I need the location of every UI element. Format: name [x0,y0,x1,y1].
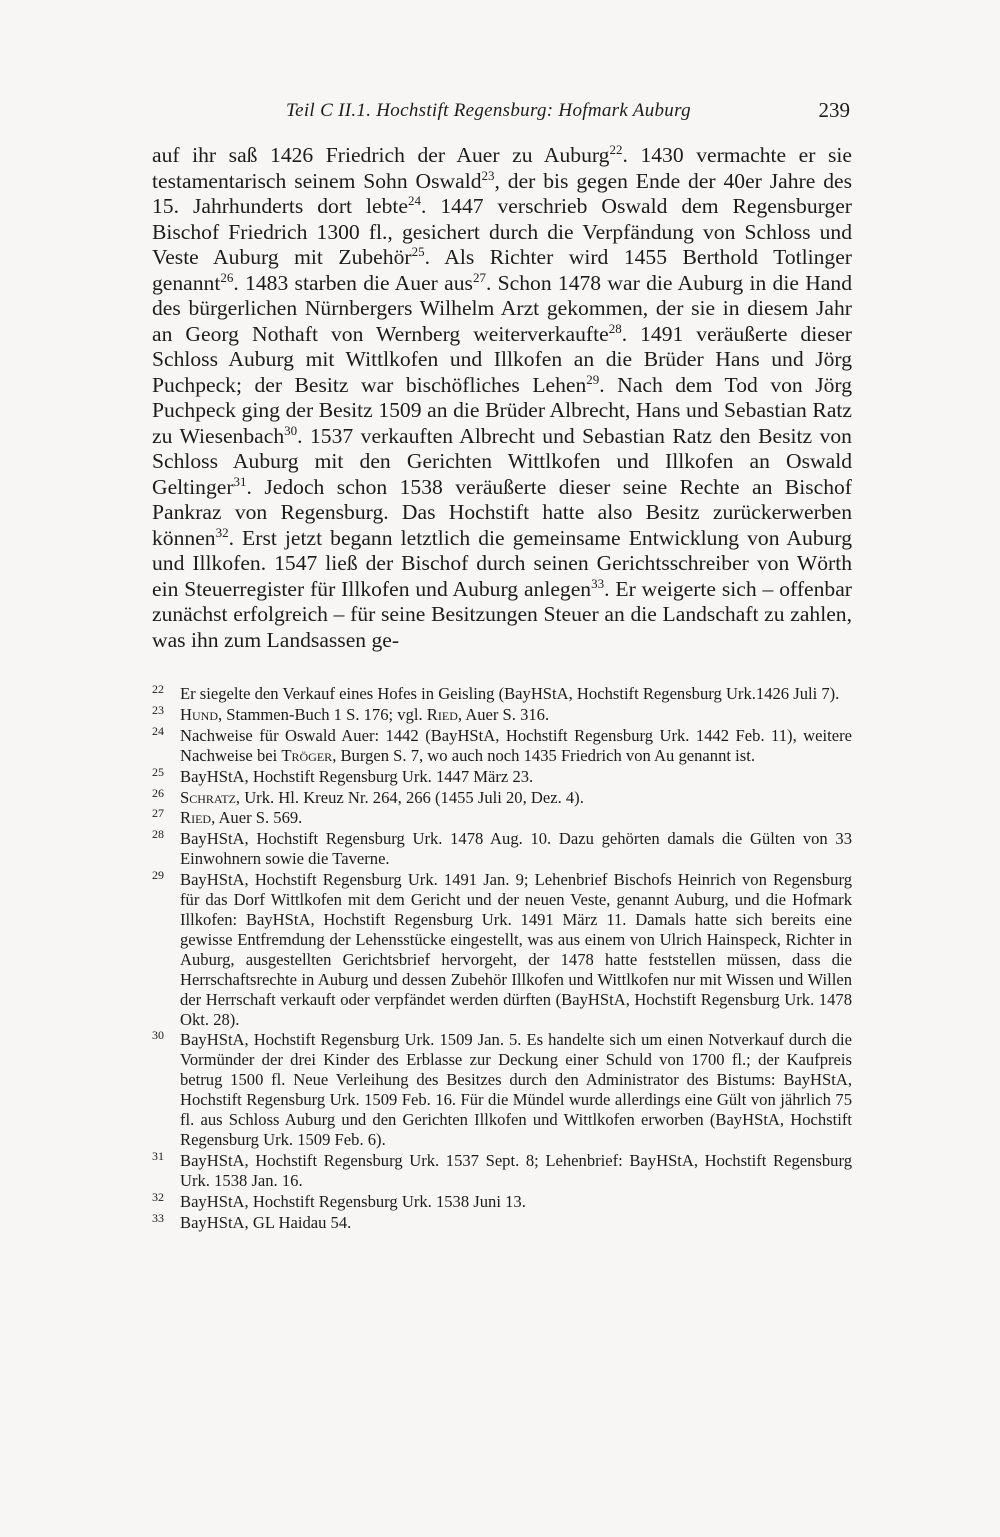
footnote-ref: 27 [472,269,486,285]
footnote-text: BayHStA, Hochstift Regensburg Urk. 1491 Jan. 9; Lehenbrief Bischofs Heinrich von Regensburg für das Dorf Wittlkofen mit dem Gericht und der neuen Veste, genannt Auburg, und die Hofmark Illkofen: BayHStA, Hochstift Regensburg Urk. 1491 März 11. Damals hatte sich bereits eine gewisse Entfremdung der Lehensstücke eingestellt, was aus einem von Ulrich Hainspeck, Richter in Auburg, ausgestellten Gerichtsbrief hervorgeht, der 1478 hatte feststellen müssen, dass die Herrschaftsrechte in Auburg und dessen Zubehör Illkofen und Wittlkofen nur mit Wissen und Willen der Herrschaft verkauft oder verpfändet werden dürften (BayHStA, Hochstift Regensburg Urk. 1478 Okt. 28). [180,870,852,1029]
footnote [152,684,852,704]
footnote [152,1030,852,1149]
text-run: . 1483 starben die Auer aus [233,270,473,295]
text-run: . 1430 vermachte er sie testamentarisch seinem Sohn Oswald [152,143,852,193]
footnote-text: Nachweise für Oswald Auer: 1442 (BayHStA, Hochstift Regensburg Urk. 1442 Feb. 11), weitere Nachweise bei [180,725,852,765]
footnote-text: , Auer S. 569. [211,808,303,828]
footnote-number: 30 [152,1028,164,1043]
text-run: . Erst jetzt begann letztlich die gemeinsame Entwicklung von Auburg und Illkofen. 1547 ließ der Bischof durch seinen Gerichtsschreiber von Wörth ein Steuerregister für Illkofen und Auburg anlegen [152,525,852,601]
footnote-number: 32 [152,1189,164,1204]
footnote [152,1189,852,1212]
footnote [152,1148,852,1191]
footnote-number: 25 [152,764,164,779]
text-run: . Als Richter wird 1455 Berthold Totlinger genannt [152,245,852,295]
footnote-number: 33 [152,1210,164,1225]
text-run: , der bis gegen Ende der 40er Jahre des 15. Jahrhunderts dort lebte [152,168,852,218]
footnote-number: 27 [152,806,164,821]
footnote [152,785,852,808]
text-run: . Jedoch schon 1538 veräußerte dieser seine Rechte an Bischof Pankraz von Regensburg. Das Hochstift hatte also Besitz zurückerwerben können [152,474,852,550]
text-run: . Schon 1478 war die Auburg in die Hand des bürgerlichen Nürnbergers Wilhelm Arzt gekommen, der sie in diesem Jahr an Georg Nothaft von Wernberg weiterverkaufte [152,270,852,346]
running-head: Teil C II.1. Hochstift Regensburg: Hofmark Auburg [286,100,691,121]
footnote-number: 29 [152,868,164,883]
footnote-text: BayHStA, Hochstift Regensburg Urk. 1537 Sept. 8; Lehenbrief: BayHStA, Hochstift Regensburg Urk. 1538 Jan. 16. [180,1150,852,1190]
footnote-text: , Auer S. 316. [457,704,550,724]
footnote-text: , Stammen-Buch 1 S. 176; vgl. [217,704,427,724]
footnote-text: , Urk. Hl. Kreuz Nr. 264, 266 (1455 Juli 20, Dez. 4). [235,787,584,807]
footnote-number: 24 [152,723,164,738]
footnote-ref: 25 [411,244,425,259]
footnote-number: 31 [152,1148,164,1163]
footnote-text: , Burgen S. 7, wo auch noch 1435 Friedrich von Au genannt ist. [332,745,755,765]
footnote [152,702,852,725]
footnote-ref: 26 [220,269,234,285]
footnote [152,1210,852,1233]
page-header [152,98,852,128]
footnotes [152,684,852,1233]
footnote-ref: 33 [591,575,605,591]
footnote-ref: 28 [608,320,622,336]
text-run: . Er weigerte sich – offenbar zunächst erfolgreich – für seine Besitzungen Steuer an die Landschaft zu zahlen, was ihn zum Landsassen ge- [152,576,852,652]
text-run: . 1491 veräußerte dieser Schloss Auburg mit Wittlkofen und Illkofen an die Brüder Hans und Jörg Puchpeck; der Besitz war bischöfliches Lehen [152,321,852,397]
footnote-ref: 23 [481,167,495,183]
footnote [152,808,852,828]
author-name: Schratz [180,787,236,807]
author-name: Hund [180,704,218,724]
text-run: . 1537 verkauften Albrecht und Sebastian Ratz den Besitz von Schloss Auburg mit den Gerichten Wittlkofen und Illkofen an Oswald Geltinger [152,423,852,499]
footnote-ref: 22 [609,142,623,157]
text-run: auf ihr saß 1426 Friedrich der Auer zu Auburg [152,143,610,167]
footnote-text: BayHStA, Hochstift Regensburg Urk. 1538 Juni 13. [180,1191,526,1211]
author-name: Ried [180,808,212,828]
main-paragraph [152,143,852,653]
footnote-number: 23 [152,702,164,717]
author-name: Ried [426,704,458,724]
footnote-text: BayHStA, Hochstift Regensburg Urk. 1478 Aug. 10. Dazu gehörten damals die Gülten von 33 Einwohnern sowie die Taverne. [180,829,852,869]
text-run: . 1447 verschrieb Oswald dem Regensburger Bischof Friedrich 1300 fl., gesichert durch die Verpfändung von Schloss und Veste Auburg mit Zubehör [152,194,852,269]
footnote-text: BayHStA, Hochstift Regensburg Urk. 1447 März 23. [180,766,534,786]
footnote-number: 26 [152,785,164,800]
footnote-number: 28 [152,827,164,842]
footnote [152,870,852,1029]
footnote-ref: 24 [407,193,421,208]
page-number: 239 [818,98,850,122]
footnote-ref: 31 [233,473,247,489]
footnote-text: BayHStA, Hochstift Regensburg Urk. 1509 Jan. 5. Es handelte sich um einen Notverkauf durch die Vormünder der drei Kinder des Erblasse zur Deckung einer Schuld von 1700 fl.; der Kaufpreis betrug 1500 fl. Neue Verleihung des Besitzes durch den Administrator des Bistums: BayHStA, Hochstift Regensburg Urk. 1509 Feb. 16. Für die Mündel wurde allerdings eine Gült von jährlich 75 fl. aus Schloss Auburg und den Gerichten Illkofen und Wittlkofen erworben (BayHStA, Hochstift Regensburg Urk. 1509 Feb. 6). [180,1030,852,1149]
author-name: Tröger [281,745,333,765]
footnote-ref: 32 [215,524,229,540]
footnote-text: Er siegelte den Verkauf eines Hofes in Geisling (BayHStA, Hochstift Regensburg Urk.1426 Juli 7). [180,684,840,703]
footnote [152,829,852,869]
footnote-text: BayHStA, GL Haidau 54. [180,1212,352,1232]
text-run: . Nach dem Tod von Jörg Puchpeck ging der Besitz 1509 an die Brüder Albrecht, Hans und Sebastian Ratz zu Wiesenbach [152,372,853,448]
footnote [152,723,852,766]
footnote-number: 22 [152,682,164,696]
footnote-ref: 29 [586,371,600,387]
footnote [152,764,852,787]
main-text [152,143,852,653]
footnote-ref: 30 [284,422,298,438]
